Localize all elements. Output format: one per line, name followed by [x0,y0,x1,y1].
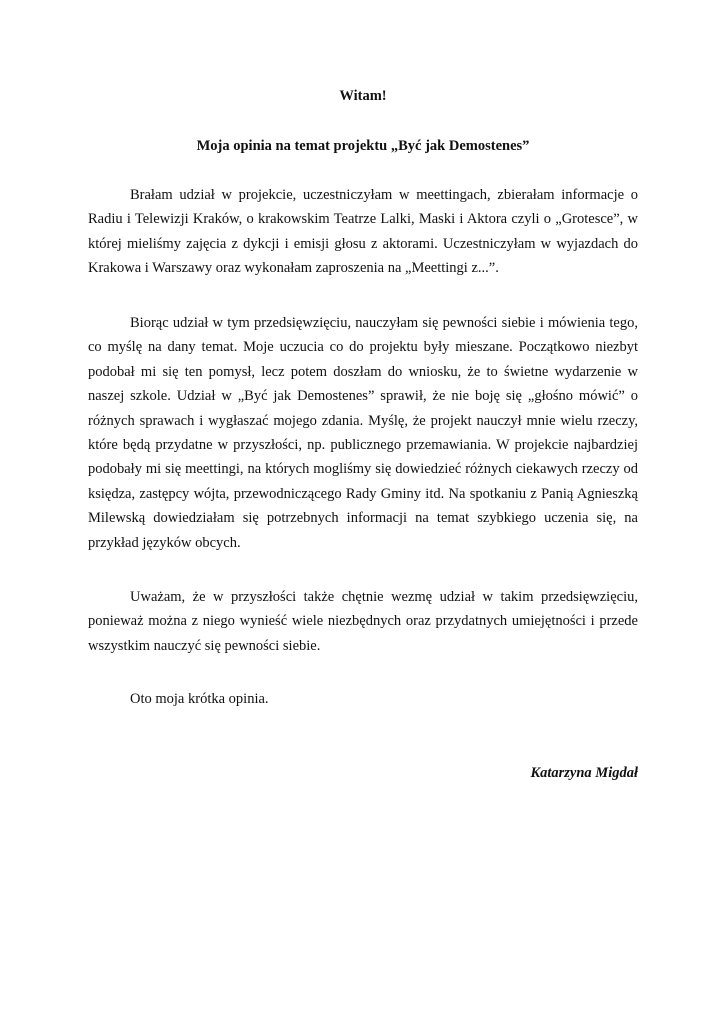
paragraph-4: Oto moja krótka opinia. [130,691,269,707]
document-title: Moja opinia na temat projektu „Być jak Demostenes” [196,138,530,154]
author-signature: Katarzyna Migdał [530,765,638,781]
paragraph-1: Brałam udział w projekcie, uczestniczyłam w meettingach, zbierałam informacje o Radiu i Telewizji Kraków, o krakowskim Teatrze Lalki, Maski i Aktora czyli o „Grotesce”, w której mieliśmy zajęcia z dykcji i emisji głosu z aktorami. Uczestniczyłam w wyjazdach do Krakowa i Warszawy oraz wykonałam zaproszenia na „Meettingi z...”. [88,187,638,277]
document-page [88,0,638,1024]
paragraph-2: Biorąc udział w tym przedsięwzięciu, nauczyłam się pewności siebie i mówienia tego, co myślę na dany temat. Moje uczucia co do projektu były mieszane. Początkowo niezbyt podobał mi się ten pomysł, lecz potem doszłam do wniosku, że to świetne wydarzenie w naszej szkole. Udział w „Być jak Demostenes” sprawił, że nie boję się „głośno mówić” o różnych sprawach i wygłaszać mojego zdania. Myślę, że projekt nauczył mnie wielu rzeczy, które będą przydatne w przyszłości, np. publicznego przemawiania. W projekcie najbardziej podobały mi się meettingi, na których mogliśmy się dowiedzieć różnych ciekawych rzeczy od księdza, zastępcy wójta, przewodniczącego Rady Gminy itd. Na spotkaniu z Panią Agnieszką Milewską dowiedziałam się potrzebnych informacji na temat szybkiego uczenia się, na przykład języków obcych. [88,315,638,551]
paragraph-3: Uważam, że w przyszłości także chętnie wezmę udział w takim przedsięwzięciu, ponieważ można z niego wynieść wiele niezbędnych oraz przydatnych umiejętności i przede wszystkim nauczyć się pewności siebie. [88,589,638,654]
greeting-heading: Witam! [339,88,387,104]
